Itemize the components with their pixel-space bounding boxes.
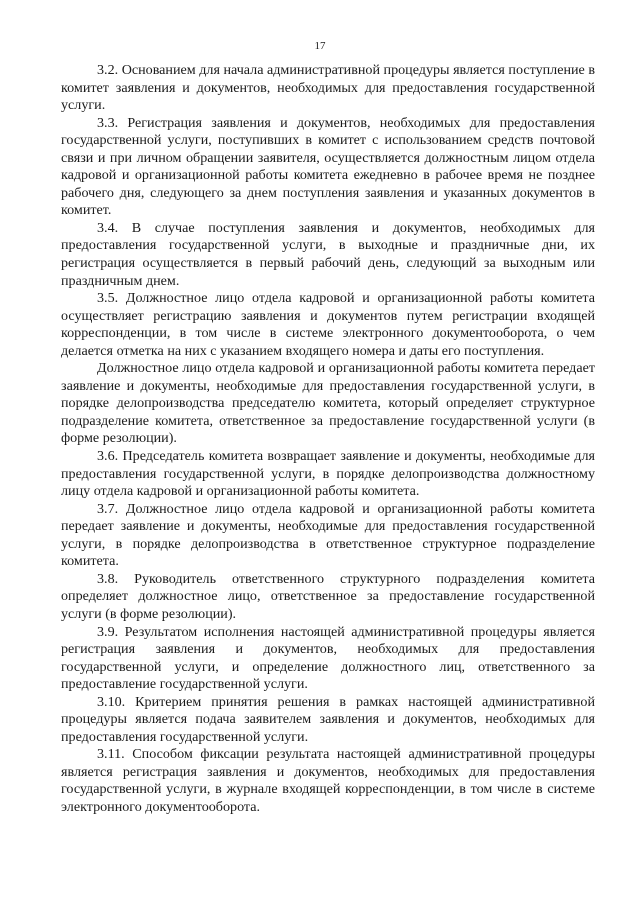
paragraph-3-3: 3.3. Регистрация заявления и документов, необходимых для предоставления государственной услуги, поступивших в комитет с использованием средств почтовой связи и при личном обращении заявителя, осуществляется должностным лицом отдела кадровой и организационной работы комитета ежедневно в рабочее время не позднее рабочего дня, следующего за днем поступления заявления и указанных документов в комитет. xyxy=(61,114,595,219)
paragraph-3-8: 3.8. Руководитель ответственного структурного подразделения комитета определяет должностное лицо, ответственное за предоставление государственной услуги (в форме резолюции). xyxy=(61,570,595,622)
paragraph-3-7: 3.7. Должностное лицо отдела кадровой и организационной работы комитета передает заявление и документы, необходимые для предоставления государственной услуги, в порядке делопроизводства в ответственное структурное подразделение комитета. xyxy=(61,500,595,570)
document-body xyxy=(61,62,595,817)
paragraph-3-11: 3.11. Способом фиксации результата настоящей административной процедуры является регистрация заявления и документов, необходимых для предоставления государственной услуги, в журнале входящей корреспонденции, в том числе в системе электронного документооборота. xyxy=(61,746,595,815)
paragraph-3-6: 3.6. Председатель комитета возвращает заявление и документы, необходимые для предоставления государственной услуги, в порядке делопроизводства должностному лицу отдела кадровой и организационной работы комитета. xyxy=(61,448,595,500)
paragraph-3-10: 3.10. Критерием принятия решения в рамках настоящей административной процедуры является подача заявителем заявления и документов, необходимых для предоставления государственной услуги. xyxy=(61,693,595,745)
paragraph-3-5-continued: Должностное лицо отдела кадровой и организационной работы комитета передает заявление и документы, необходимые для предоставления государственной услуги, в порядке делопроизводства председателю комитета, который определяет структурное подразделение комитета, ответственное за предоставление государственной услуги (в форме резолюции). xyxy=(61,360,595,447)
page-number: 17 xyxy=(314,40,326,52)
paragraph-3-4: 3.4. В случае поступления заявления и документов, необходимых для предоставления государственной услуги, в выходные и праздничные дни, их регистрация осуществляется в первый рабочий день, следующий за выходным или праздничным днем. xyxy=(61,219,595,289)
paragraph-3-2: 3.2. Основанием для начала административной процедуры является поступление в комитет заявления и документов, необходимых для предоставления государственной услуги. xyxy=(61,62,595,114)
paragraph-3-9: 3.9. Результатом исполнения настоящей административной процедуры является регистрация заявления и документов, необходимых для предоставления государственной услуги, и определение должностного лиц, ответственного за предоставление государственной услуги. xyxy=(61,623,595,693)
paragraph-3-5: 3.5. Должностное лицо отдела кадровой и организационной работы комитета осуществляет регистрацию заявления и документов путем регистрации входящей корреспонденции, в том числе в системе электронного документооборота, о чем делается отметка на них с указанием входящего номера и даты его поступления. xyxy=(61,290,595,359)
